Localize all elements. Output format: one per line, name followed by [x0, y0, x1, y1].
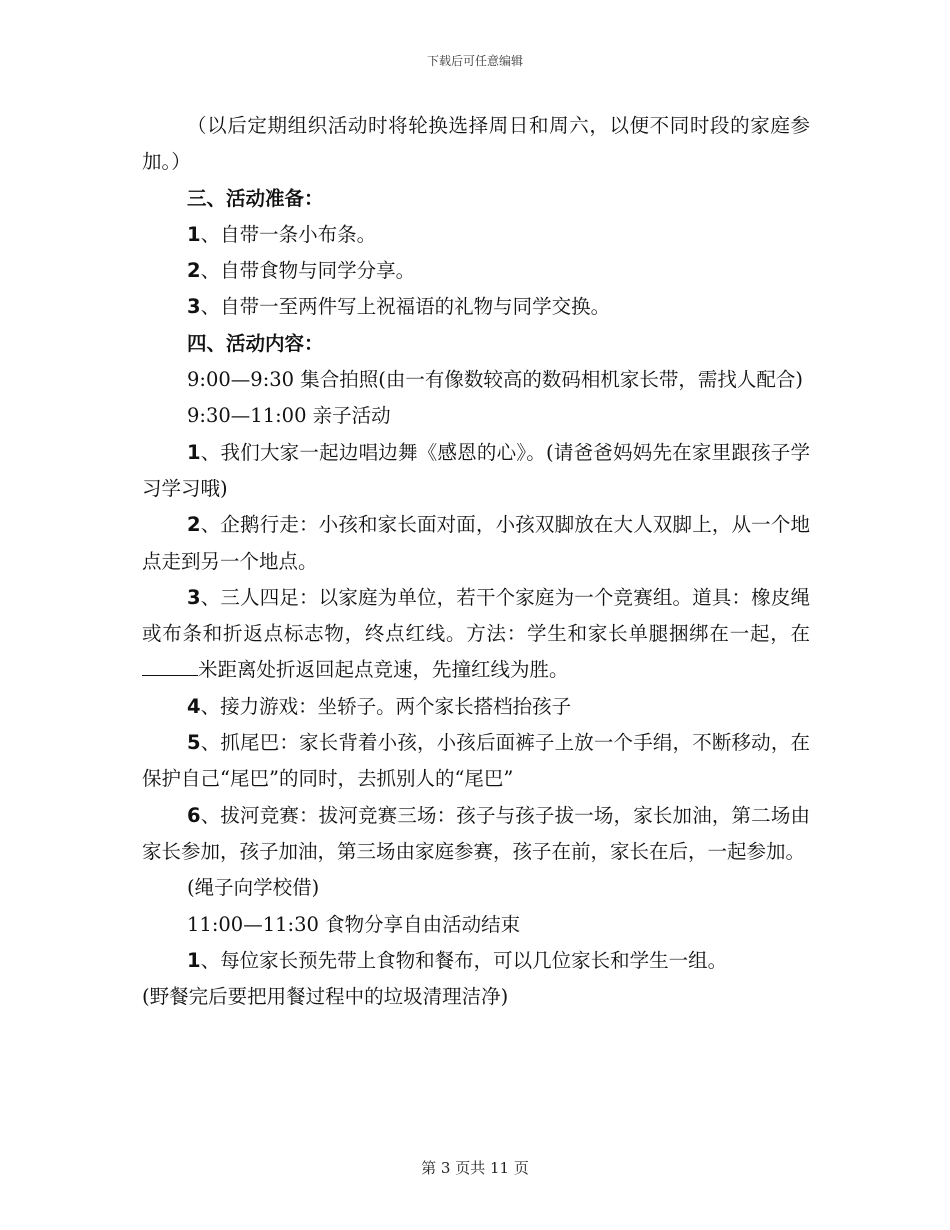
- paragraph: （以后定期组织活动时将轮换选择周日和周六，以便不同时段的家庭参加。）: [142, 114, 810, 174]
- page-header: 下载后可任意编辑: [426, 54, 523, 68]
- list-item: 1、自带一条小布条。: [187, 222, 377, 246]
- section-heading: 四、活动内容：: [187, 331, 324, 355]
- list-item: 2、企鹅行走：小孩和家长面对面，小孩双脚放在大人双脚上，从一个地点走到另一个地点。: [142, 513, 810, 573]
- paragraph: (野餐完后要把用餐过程中的垃圾清理洁净): [142, 985, 509, 1009]
- paragraph: (绳子向学校借): [187, 876, 320, 900]
- fill-in-blank: [142, 657, 198, 676]
- schedule-item: 11:00—11:30 食物分享自由活动结束: [187, 912, 521, 936]
- list-item: 1、我们大家一起边唱边舞《感恩的心》。(请爸爸妈妈先在家里跟孩子学习学习哦): [142, 440, 810, 500]
- schedule-item: 9:30—11:00 亲子活动: [187, 404, 391, 428]
- list-item: 6、拔河竞赛：拔河竞赛三场：孩子与孩子拔一场，家长加油，第二场由家长参加，孩子加油，第三场由家庭参赛，孩子在前，家长在后，一起参加。: [142, 803, 810, 863]
- list-item: 2、自带食物与同学分享。: [187, 259, 416, 283]
- schedule-item: 9:00—9:30 集合拍照(由一有像数较高的数码相机家长带，需找人配合): [187, 368, 803, 392]
- list-item: 3、自带一至两件写上祝福语的礼物与同学交换。: [187, 295, 611, 319]
- page-footer: 第 3 页共 11 页: [421, 1159, 529, 1177]
- section-heading: 三、活动准备：: [187, 186, 324, 210]
- list-item: 3、三人四足：以家庭为单位，若干个家庭为一个竞赛组。道具：橡皮绳或布条和折返点标志物，终点红线。方法：学生和家长单腿捆绑在一起，在米距离处折返回起点竞速，先撞红线为胜。: [142, 585, 810, 682]
- list-item: 4、接力游戏：坐轿子。两个家长搭档抬孩子: [187, 694, 572, 718]
- list-item: 1、每位家长预先带上食物和餐布，可以几位家长和学生一组。: [187, 948, 728, 972]
- list-item: 5、抓尾巴：家长背着小孩，小孩后面裤子上放一个手绢，不断移动，在保护自己“尾巴”的同时，去抓别人的“尾巴”: [142, 731, 810, 791]
- document-body: [142, 108, 810, 1015]
